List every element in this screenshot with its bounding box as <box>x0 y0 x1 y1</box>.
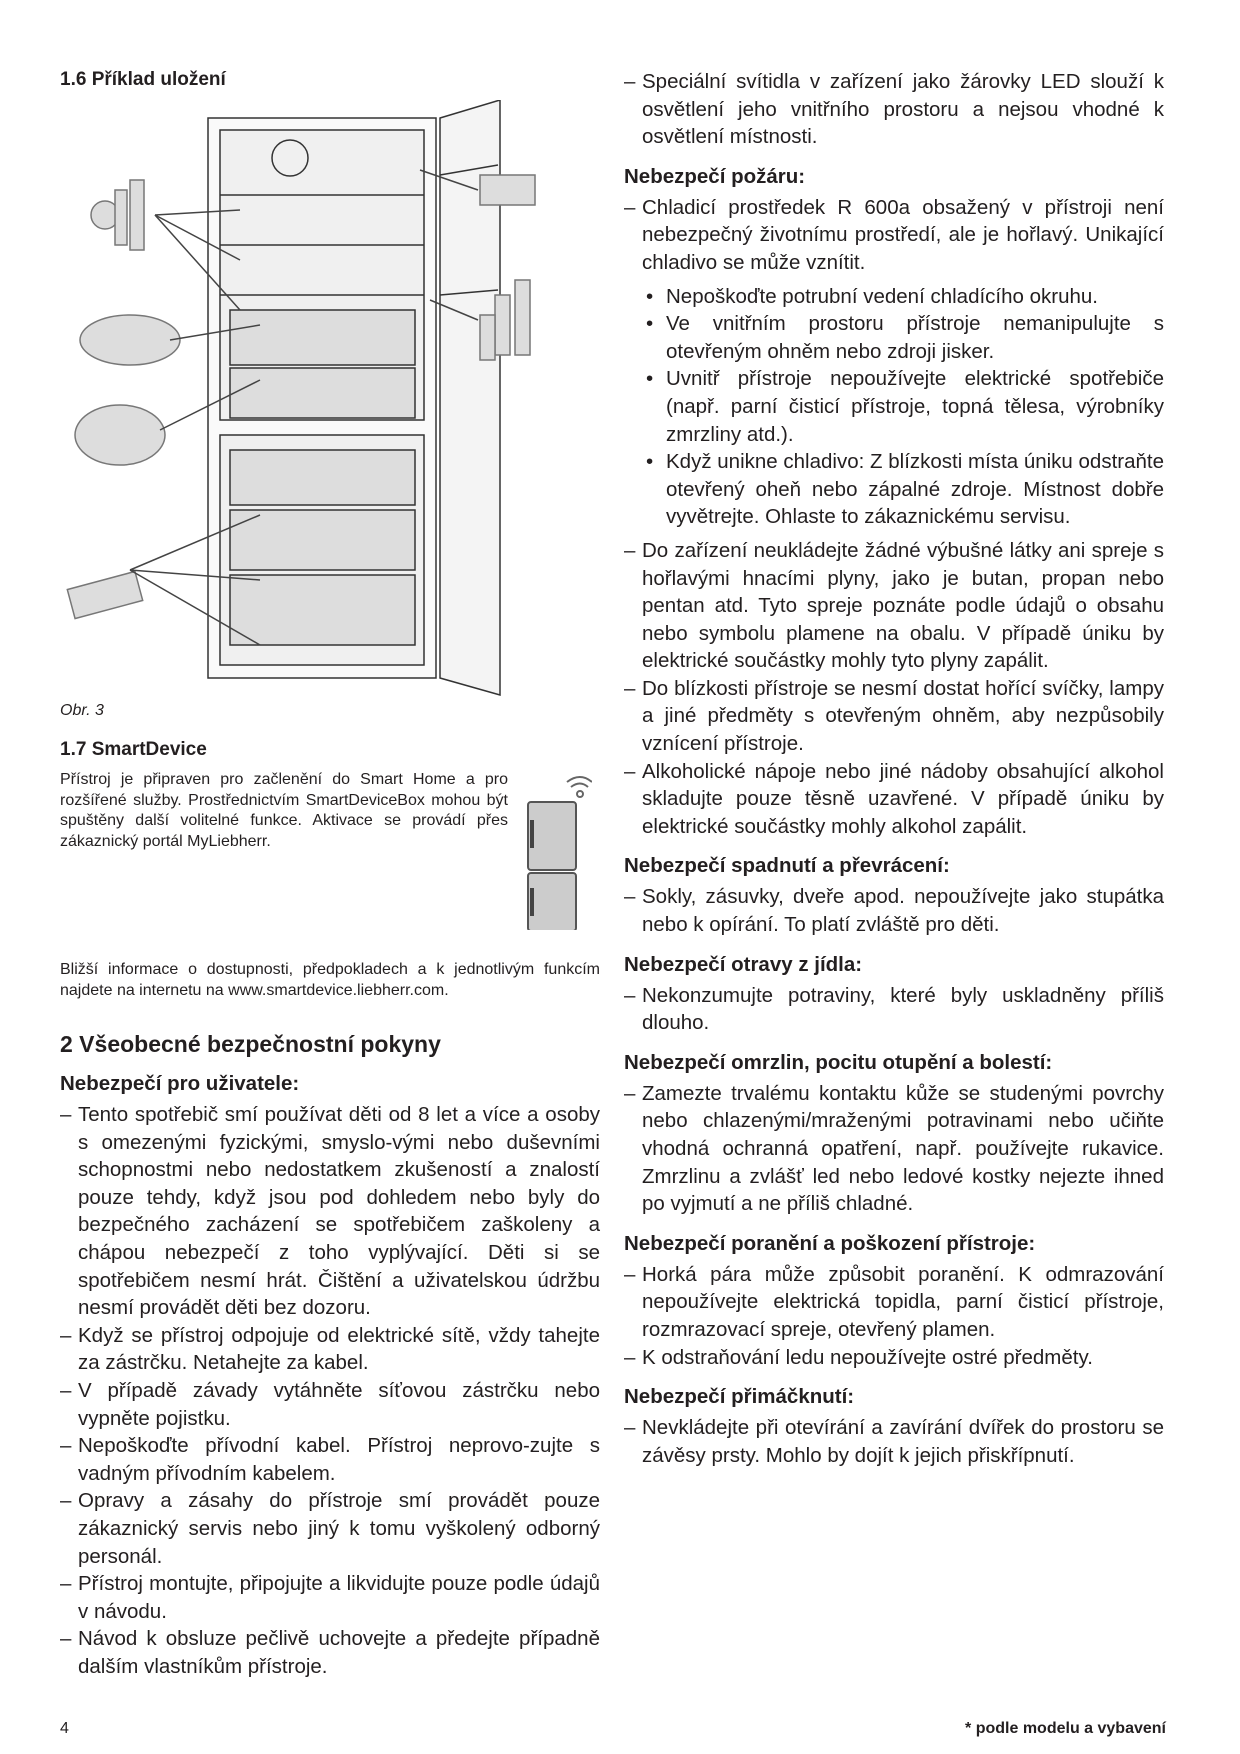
section-1-7-title: 1.7 SmartDevice <box>60 739 207 760</box>
list-item: – Chladicí prostředek R 600a obsažený v přístroji není nebezpečný životnímu prostředí, ale je hořlavý. Unikající chladivo se může vznítit. <box>624 194 1164 277</box>
footer-note: * podle modelu a vybavení <box>965 1720 1166 1737</box>
list-item: – Horká pára může způsobit poranění. K odmrazování nepoužívejte elektrická topidla, parní čisticí přístroje, rozmrazovací spreje, otevřený plamen. <box>624 1261 1164 1344</box>
fall-heading: Nebezpečí spadnutí a převrácení: <box>624 854 950 878</box>
list-item: – Když se přístroj odpojuje od elektrické sítě, vždy tahejte za zástrčku. Netahejte za kabel. <box>60 1322 600 1377</box>
list-item: – Nepoškoďte přívodní kabel. Přístroj neprovo-zujte s vadným přívodním kabelem. <box>60 1432 600 1487</box>
bullet-item: • Když unikne chladivo: Z blízkosti místa úniku odstraňte otevřený oheň nebo zápalné zdroje. Místnost dobře vyvětrejte. Ohlaste to zákaznickému servisu. <box>624 448 1164 531</box>
list-item: – Do zařízení neukládejte žádné výbušné látky ani spreje s hořlavými hnacími plyny, jako je butan, propan nebo pentan atd. Tyto spreje poznáte podle údajů o obsahu nebo symbolu plamene na obalu. V případě úniku by elektrické součástky mohly tyto plyny zapálit. <box>624 537 1164 675</box>
page-number: 4 <box>60 1720 69 1737</box>
list-item: – Přístroj montujte, připojujte a likvidujte pouze podle údajů v návodu. <box>60 1570 600 1625</box>
list-item: – Alkoholické nápoje nebo jiné nádoby obsahující alkohol skladujte pouze těsně uzavřené. V případě úniku by elektrické součástky mohly alkohol zapálit. <box>624 758 1164 841</box>
bullet-item: • Nepoškoďte potrubní vedení chladícího okruhu. <box>624 283 1164 311</box>
list-item: – Do blízkosti přístroje se nesmí dostat hořící svíčky, lampy a jiné předměty s otevřeným ohněm, aby nezpůsobily vznícení přístroje. <box>624 675 1164 758</box>
list-item: – Zamezte trvalému kontaktu kůže se studenými povrchy nebo chlazenými/mraženými potravinami nebo učiňte vhodná ochranná opatření, např. používejte rukavice. Zmrzlinu a zvlášť led nebo ledové kostky nejezte ihned po vyjmutí a ne příliš chladné. <box>624 1080 1164 1218</box>
right-column <box>624 68 1164 1469</box>
list-item: – Návod k obsluze pečlivě uchovejte a předejte případně dalším vlastníkům přístroje. <box>60 1625 600 1680</box>
list-item: – Nevkládejte při otevírání a zavírání dvířek do prostoru se závěsy prsty. Mohlo by dojít k jejich přiskřípnutí. <box>624 1414 1164 1469</box>
frost-heading: Nebezpečí omrzlin, pocitu otupění a bolestí: <box>624 1050 1053 1074</box>
fire-heading: Nebezpečí požáru: <box>624 164 806 188</box>
bullet-item: • Ve vnitřním prostoru přístroje nemanipulujte s otevřeným ohněm nebo zdroji jisker. <box>624 310 1164 365</box>
smartdevice-more-info: Bližší informace o dostupnosti, předpokladech a k jednotlivým funkcím najdete na internetu na www.smartdevice.liebherr.com. <box>60 961 600 999</box>
list-item: – Sokly, zásuvky, dveře apod. nepoužívejte jako stupátka nebo k opírání. To platí zvláště pro děti. <box>624 883 1164 938</box>
list-item: – Nekonzumujte potraviny, které byly uskladněny příliš dlouho. <box>624 982 1164 1037</box>
bullet-item: • Uvnitř přístroje nepoužívejte elektrické spotřebiče (např. parní čisticí přístroje, topná tělesa, výrobníky zmrzliny atd.). <box>624 365 1164 448</box>
list-item: – V případě závady vytáhněte síťovou zástrčku nebo vypněte pojistku. <box>60 1377 600 1432</box>
left-column <box>60 68 600 1680</box>
storage-example-illustration <box>60 100 600 696</box>
list-item: – K odstraňování ledu nepoužívejte ostré předměty. <box>624 1344 1164 1372</box>
section-2-title: 2 Všeobecné bezpečnostní pokyny <box>60 1031 441 1057</box>
figure-caption: Obr. 3 <box>60 702 104 719</box>
list-item: – Opravy a zásahy do přístroje smí provádět pouze zákaznický servis nebo jiný k tomu vyškolený odborný personál. <box>60 1487 600 1570</box>
injury-heading: Nebezpečí poranění a poškození přístroje: <box>624 1231 1036 1255</box>
section-1-6-title: 1.6 Příklad uložení <box>60 69 226 90</box>
poison-heading: Nebezpečí otravy z jídla: <box>624 952 863 976</box>
smartdevice-text: Přístroj je připraven pro začlenění do Smart Home a pro rozšířené služby. Prostřednictvím SmartDeviceBox mohou být spuštěny další volitelné funkce. Aktivace se provádí přes zákaznický portál MyLiebherr. <box>60 771 508 850</box>
user-danger-heading: Nebezpečí pro uživatele: <box>60 1072 300 1095</box>
pinch-heading: Nebezpečí přimáčknutí: <box>624 1385 855 1409</box>
list-item: – Tento spotřebič smí používat děti od 8 let a více a osoby s omezenými fyzickými, smyslo-vými nebo duševními schopnostmi nebo nedostatkem zkušeností a znalostí pouze tehdy, když jsou pod dohledem nebo byly do bezpečného zacházení se spotřebičem zaškoleny a chápou nebezpečí z toho vyplývající. Děti si se spotřebičem nesmí hrát. Čištění a uživatelskou údržbu nesmí provádět děti bez dozoru. <box>60 1101 600 1322</box>
list-item: – Speciální svítidla v zařízení jako žárovky LED slouží k osvětlení jeho vnitřního prostoru a nejsou vhodné k osvětlení místnosti. <box>624 68 1164 151</box>
smart-fridge-wifi-icon <box>522 770 592 930</box>
